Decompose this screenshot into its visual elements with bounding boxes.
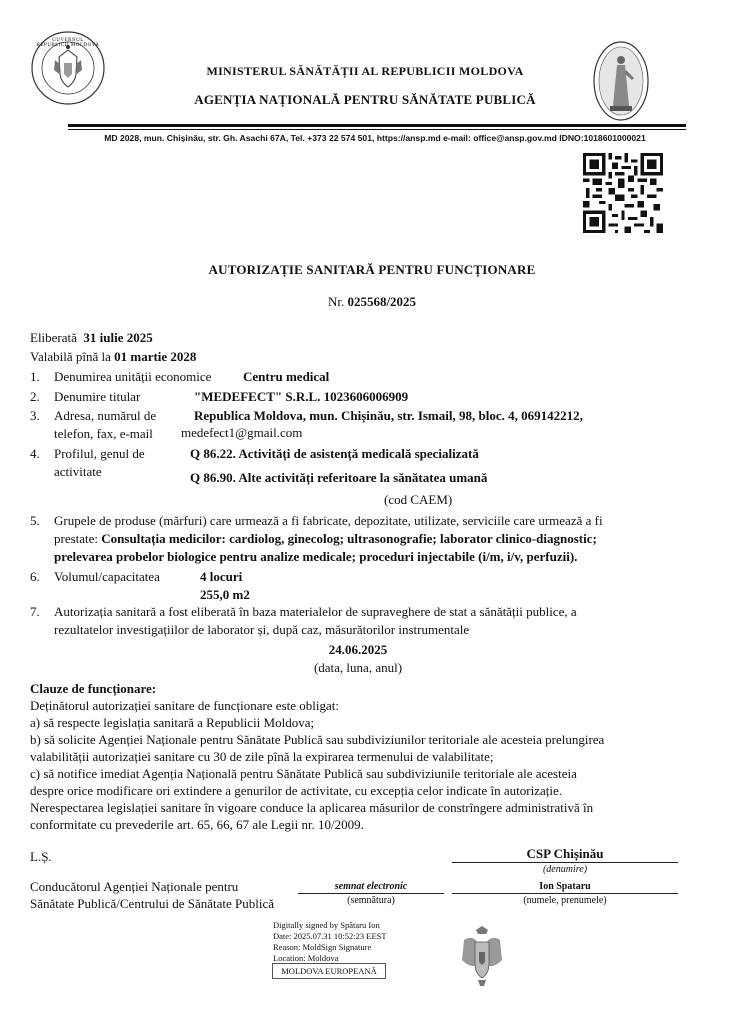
- item-6-value-2: 255,0 m2: [200, 587, 250, 602]
- issued-date: 31 iulie 2025: [83, 330, 153, 345]
- item-6-number: 6.: [30, 569, 40, 584]
- hygieia-statue-logo: [592, 40, 650, 122]
- signature-value: semnat electronic: [334, 881, 408, 892]
- clause-line-5: c) să notifice imediat Agenția Națională pentru Sănătate Publică sau subdiviziunile teritoriale ale acesteia: [30, 766, 577, 781]
- issued-label: Eliberată: [30, 330, 77, 345]
- number-value: 025568/2025: [347, 294, 417, 309]
- caem-note: (cod CAEM): [384, 492, 453, 507]
- item-7-text-1: Autorizația sanitară a fost eliberată în baza materialelor de supraveghere de stat a sănătății publice, a: [54, 604, 577, 619]
- org-name: CSP Chișinău: [526, 846, 604, 861]
- head-title-1: Conducătorul Agenției Naționale pentru: [30, 879, 239, 894]
- item-2-value: "MEDEFECT" S.R.L. 1023606006909: [194, 389, 409, 404]
- moldova-europeana-stamp: MOLDOVA EUROPEANĂ: [272, 963, 386, 979]
- item-3-number: 3.: [30, 408, 40, 423]
- signer-note: (numele, prenumele): [523, 895, 607, 906]
- item-4-label-2: activitate: [54, 464, 102, 479]
- qr-code: [583, 153, 663, 233]
- item-5-number: 5.: [30, 513, 40, 528]
- signature-underline: [298, 893, 444, 894]
- header-rule-thick: [68, 124, 686, 127]
- item-1-label: Denumirea unității economice: [54, 369, 212, 384]
- item-5-text-1: Grupele de produse (mărfuri) care urmează a fi fabricate, depozitate, utilizate, serviciile care urmează a fi: [54, 513, 603, 528]
- item-6-label: Volumul/capacitatea: [54, 569, 160, 584]
- clause-line-2: a) să respecte legislația sanitară a Republicii Moldova;: [30, 715, 315, 730]
- ministry-name: MINISTERUL SĂNĂTĂȚII AL REPUBLICII MOLDOVA: [206, 64, 524, 78]
- clauses-heading: Clauze de funcționare:: [30, 681, 157, 696]
- contact-line: MD 2028, mun. Chișinău, str. Gh. Asachi 67A, Tel. +373 22 574 501, https://ansp.md e-mail: office@ansp.gov.md IDNO:1018601000021: [104, 133, 646, 143]
- item-3-value-1: Republica Moldova, mun. Chișinău, str. Ismail, 98, bloc. 4, 069142212,: [194, 408, 583, 423]
- clause-line-7: Nerespectarea legislației sanitare în vigoare conduce la aplicarea măsurilor de constrîngere administrativă în: [30, 800, 594, 815]
- valid-line: [30, 349, 196, 365]
- header-rule-thin: [68, 129, 686, 130]
- item-7-text-2: rezultatelor investigațiilor de laborator și, după caz, măsurătorilor instrumentale: [54, 622, 470, 637]
- head-title-2: Sănătate Publică/Centrului de Sănătate Publică: [30, 896, 275, 911]
- org-underline: [452, 862, 678, 863]
- valid-date: 01 martie 2028: [114, 349, 197, 364]
- clause-line-1: Deținătorul autorizației sanitare de funcționare este obligat:: [30, 698, 339, 713]
- item-4-number: 4.: [30, 446, 40, 461]
- item-5-value-1: Consultația medicilor: cardiolog, ginecolog; ultrasonografie; laborator clinico-diagnostic;: [101, 531, 597, 546]
- moldova-coat-of-arms-icon: [452, 920, 512, 990]
- digital-signature-3: Reason: MoldSign Signature: [273, 942, 372, 952]
- item-7-date-note: (data, luna, anul): [313, 660, 403, 675]
- item-4-label-1: Profilul, genul de: [54, 446, 145, 461]
- clause-line-3: b) să solicite Agenției Naționale pentru Sănătate Publică sau subdiviziunilor teritoriale ale acesteia prelungirea: [30, 732, 605, 747]
- item-3-label-2: telefon, fax, e-mail: [54, 426, 153, 441]
- item-2-label: Denumire titular: [54, 389, 141, 404]
- item-1-value: Centru medical: [243, 369, 330, 384]
- org-note: (denumire): [542, 864, 588, 875]
- item-5-value-2: prelevarea probelor biologice pentru analize medicale; proceduri injectabile (i/m, i/v, perfuzii).: [54, 549, 578, 564]
- issued-line: [30, 330, 153, 346]
- item-1-number: 1.: [30, 369, 40, 384]
- seal-text: GUVERNUL REPUBLICII MOLDOVA: [36, 38, 100, 48]
- clause-line-6: despre orice modificare ori extindere a genurilor de activitate, cu excepția celor indicate în autorizație.: [30, 783, 563, 798]
- digital-signature-1: Digitally signed by Spătaru Ion: [273, 920, 380, 930]
- agency-name: AGENȚIA NAȚIONALĂ PENTRU SĂNĂTATE PUBLICĂ: [194, 92, 536, 107]
- document-title: AUTORIZAȚIE SANITARĂ PENTRU FUNCȚIONARE: [208, 262, 536, 277]
- clause-line-4: valabilității autorizației sanitare cu 30 de zile pînă la expirarea termenului de valabilitate;: [30, 749, 494, 764]
- item-7-number: 7.: [30, 604, 40, 619]
- item-2-number: 2.: [30, 389, 40, 404]
- clause-line-8: conformitate cu prevederile art. 65, 66, 67 ale Legii nr. 10/2009.: [30, 817, 364, 832]
- item-3-label-1: Adresa, numărul de: [54, 408, 157, 423]
- item-3-value-2: medefect1@gmail.com: [181, 425, 303, 440]
- signer-underline: [452, 893, 678, 894]
- signer-name: Ion Spataru: [539, 881, 591, 892]
- seal-place-label: L.Ș.: [30, 849, 52, 864]
- digital-signature-4: Location: Moldova: [273, 953, 339, 963]
- document-number: [0, 294, 744, 310]
- item-5-line-2: [54, 531, 597, 547]
- signature-note: (semnătura): [347, 895, 395, 906]
- number-label: Nr.: [327, 294, 345, 309]
- item-5-prefix: prestate:: [54, 531, 99, 546]
- valid-label: Valabilă pînă la: [30, 349, 111, 364]
- item-4-value-2: Q 86.90. Alte activități referitoare la sănătatea umană: [190, 470, 488, 485]
- item-4-value-1: Q 86.22. Activități de asistență medicală specializată: [190, 446, 479, 461]
- digital-signature-2: Date: 2025.07.31 10:52:23 EEST: [273, 931, 387, 941]
- item-7-date: 24.06.2025: [328, 642, 388, 657]
- item-6-value-1: 4 locuri: [200, 569, 243, 584]
